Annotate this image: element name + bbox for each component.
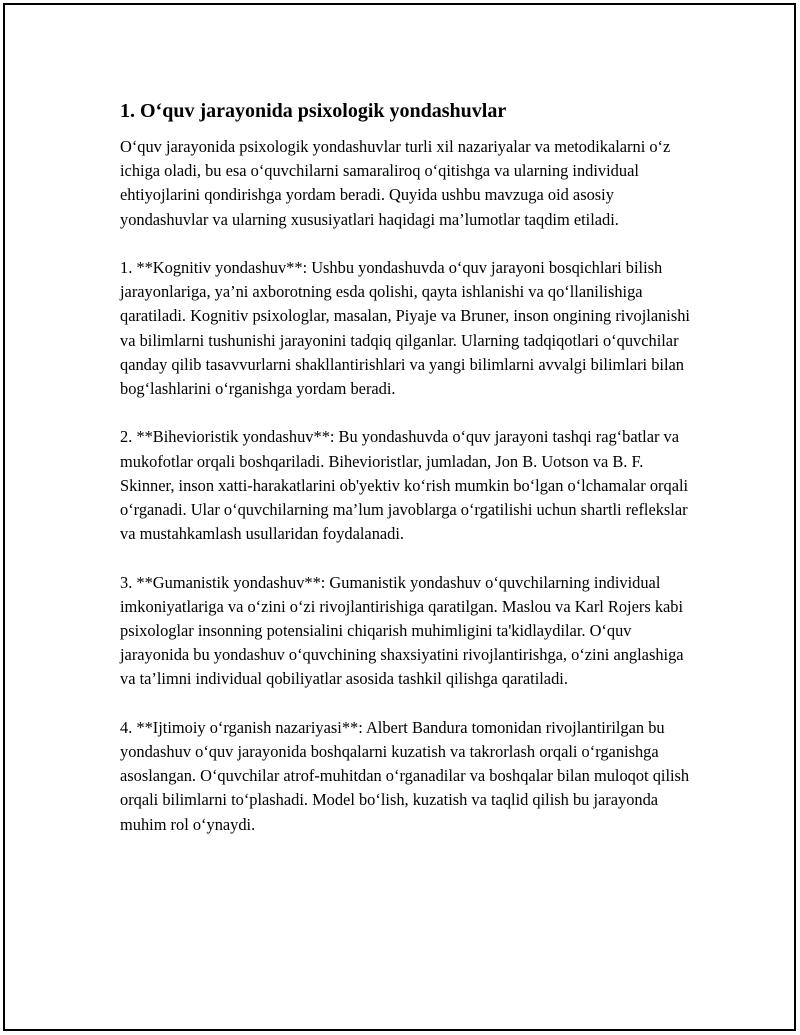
page-frame xyxy=(3,3,796,1031)
social-learning-paragraph: 4. **Ijtimoiy o‘rganish nazariyasi**: Albert Bandura tomonidan rivojlantirilgan bu yondashuv o‘quv jarayonida boshqalarni kuzatish va takrorlash orqali o‘rganishga asoslangan. O‘quvchilar atrof-muhitdan o‘rganadilar va boshqalar bilan muloqot qilish orqali bilimlarni to‘plashadi. Model bo‘lish, kuzatish va taqlid qilish bu jarayonda muhim rol o‘ynaydi. xyxy=(120,717,690,834)
behaviorist-approach-paragraph: 2. **Bihevioristik yondashuv**: Bu yondashuvda o‘quv jarayoni tashqi rag‘batlar va mukofotlar orqali boshqariladi. Bihevioristlar, jumladan, Jon B. Uotson va B. F. Skinner, inson xatti-harakatlarini ob'yektiv ko‘rish mumkin bo‘lgan o‘lchamalar orqali o‘rganadi. Ular o‘quvchilarning ma’lum javoblarga o‘rgatilishi uchun shartli reflekslar va mustahkamlash usullaridan foydalanadi. xyxy=(120,427,689,544)
cognitive-approach-paragraph: 1. **Kognitiv yondashuv**: Ushbu yondashuvda o‘quv jarayoni bosqichlari bilish jarayonlariga, ya’ni axborotning esda qolishi, qayta ishlanishi va qo‘llanilishiga qaratiladi. Kognitiv psixologlar, masalan, Piyaje va Bruner, inson ongining rivojlanishi va bilimlarni tushunishi jarayonini tadqiq qilganlar. Ularning tadqiqotlari o‘quvchilar qanday qilib tasavvurlarni shakllantirishlari va yangi bilimlarni avvalgi bilimlari bilan bog‘lashlarini o‘rganishga yordam beradi. xyxy=(120,258,690,399)
humanistic-approach-paragraph: 3. **Gumanistik yondashuv**: Gumanistik yondashuv o‘quvchilarning individual imkoniyatlariga va o‘zini o‘zi rivojlantirishiga qaratilgan. Maslou va Karl Rojers kabi psixologlar insonning potensialini chiqarish muhimligini ta'kidlaydilar. O‘quv jarayonida bu yondashuv o‘quvchining shaxsiyatini rivojlantirishga, o‘zini anglashiga va ta’limni individual qobiliyatlar asosida tashkil qilishga qaratiladi. xyxy=(120,572,684,689)
document-body xyxy=(120,97,690,861)
intro-paragraph: O‘quv jarayonida psixologik yondashuvlar turli xil nazariyalar va metodikalarni o‘z ichiga oladi, bu esa o‘quvchilarni samaraliroq o‘qitishga va ularning individual ehtiyojlarini qondirishga yordam beradi. Quyida ushbu mavzuga oid asosiy yondashuvlar va ularning xususiyatlari haqidagi ma’lumotlar taqdim etiladi. xyxy=(120,137,671,229)
section-heading: 1. O‘quv jarayonida psixologik yondashuvlar xyxy=(120,100,507,122)
